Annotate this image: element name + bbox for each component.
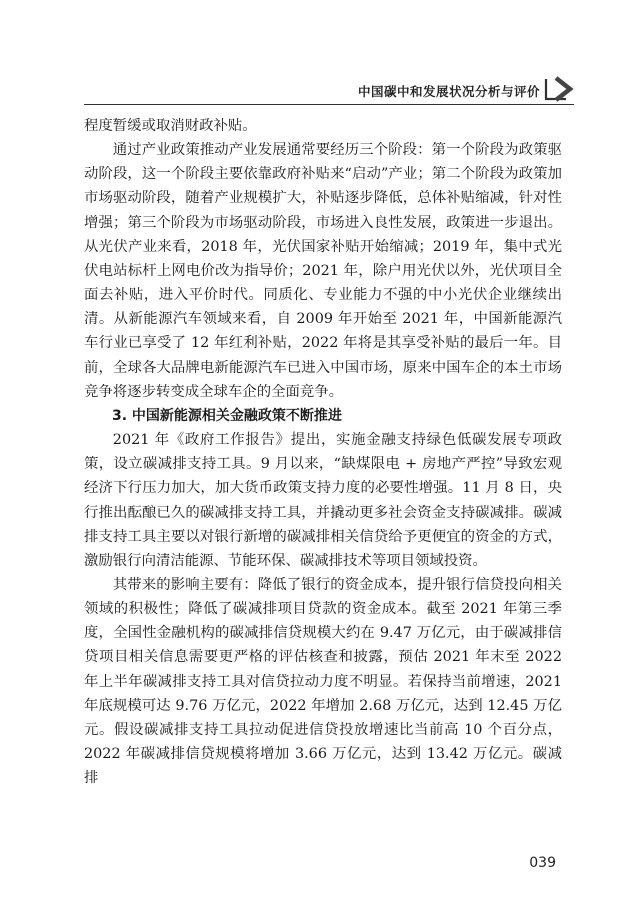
running-title: 中国碳中和发展状况分析与评价 <box>357 84 540 99</box>
header-divider <box>84 104 574 105</box>
chevron-logo-icon <box>544 74 576 104</box>
paragraph-continued: 程度暂缓或取消财政补贴。 <box>84 118 257 134</box>
paragraph-financial-policy: 2021 年《政府工作报告》提出，实施金融支持绿色低碳发展专项政策，设立碳减排支持工具。9 月以来，“缺煤限电 + 房地产严控”导致宏观经济下行压力加大，加大货币政策支持力度的必要性增强。11 月 8 日，央行推出酝酿已久的碳减排支持工具，并撬动更多社会资金支持碳减排。碳减排支持工具主要以对银行新增的碳减排相关信贷给予更便宜的资金的方式，激励银行向清洁能源、节能环保、碳减排技术等项目领域投资。 <box>84 432 562 569</box>
page-number: 039 <box>529 855 556 871</box>
section-heading: 3. 中国新能源相关金融政策不断推进 <box>112 407 342 424</box>
paragraph-industrial-policy: 通过产业政策推动产业发展通常要经历三个阶段：第一个阶段为政策驱动阶段，这一个阶段主要依靠政府补贴来“启动”产业；第二个阶段为政策加市场驱动阶段，随着产业规模扩大，补贴逐步降低，总体补贴缩减，针对性增强；第三个阶段为市场驱动阶段，市场进入良性发展，政策进一步退出。从光伏产业来看，2018 年，光伏国家补贴开始缩减；2019 年，集中式光伏电站标杆上网电价改为指导价；2021 年，除户用光伏以外，光伏项目全面去补贴，进入平价时代。同质化、专业能力不强的中小光伏企业继续出清。从新能源汽车领域来看，自 2009 年开始至 2021 年，中国新能源汽车行业已享受了 12 年红利补贴，2022 年将是其享受补贴的最后一年。目前，全球各大品牌电新能源汽车已进入中国市场，原来中国车企的本土市场竞争将逐步转变成全球车企的全面竞争。 <box>84 142 562 400</box>
paragraph-impact: 其带来的影响主要有：降低了银行的资金成本，提升银行信贷投向相关领域的积极性；降低了碳减排项目贷款的资金成本。截至 2021 年第三季度，全国性金融机构的碳减排信贷规模大约在 9.47 万亿元，由于碳减排信贷项目相关信息需要更严格的评估核查和披露，预估 2021 年末至 2022 年上半年碳减排支持工具对信贷拉动力度不明显。若保持当前增速，2021 年底规模可达 9.76 万亿元，2022 年增加 2.68 万亿元，达到 12.45 万亿元。假设碳减排支持工具拉动促进信贷投放增速比当前高 10 个百分点，2022 年碳减排信贷规模将增加 3.66 万亿元，达到 13.42 万亿元。碳减排 <box>84 576 562 787</box>
body-text <box>84 114 562 790</box>
